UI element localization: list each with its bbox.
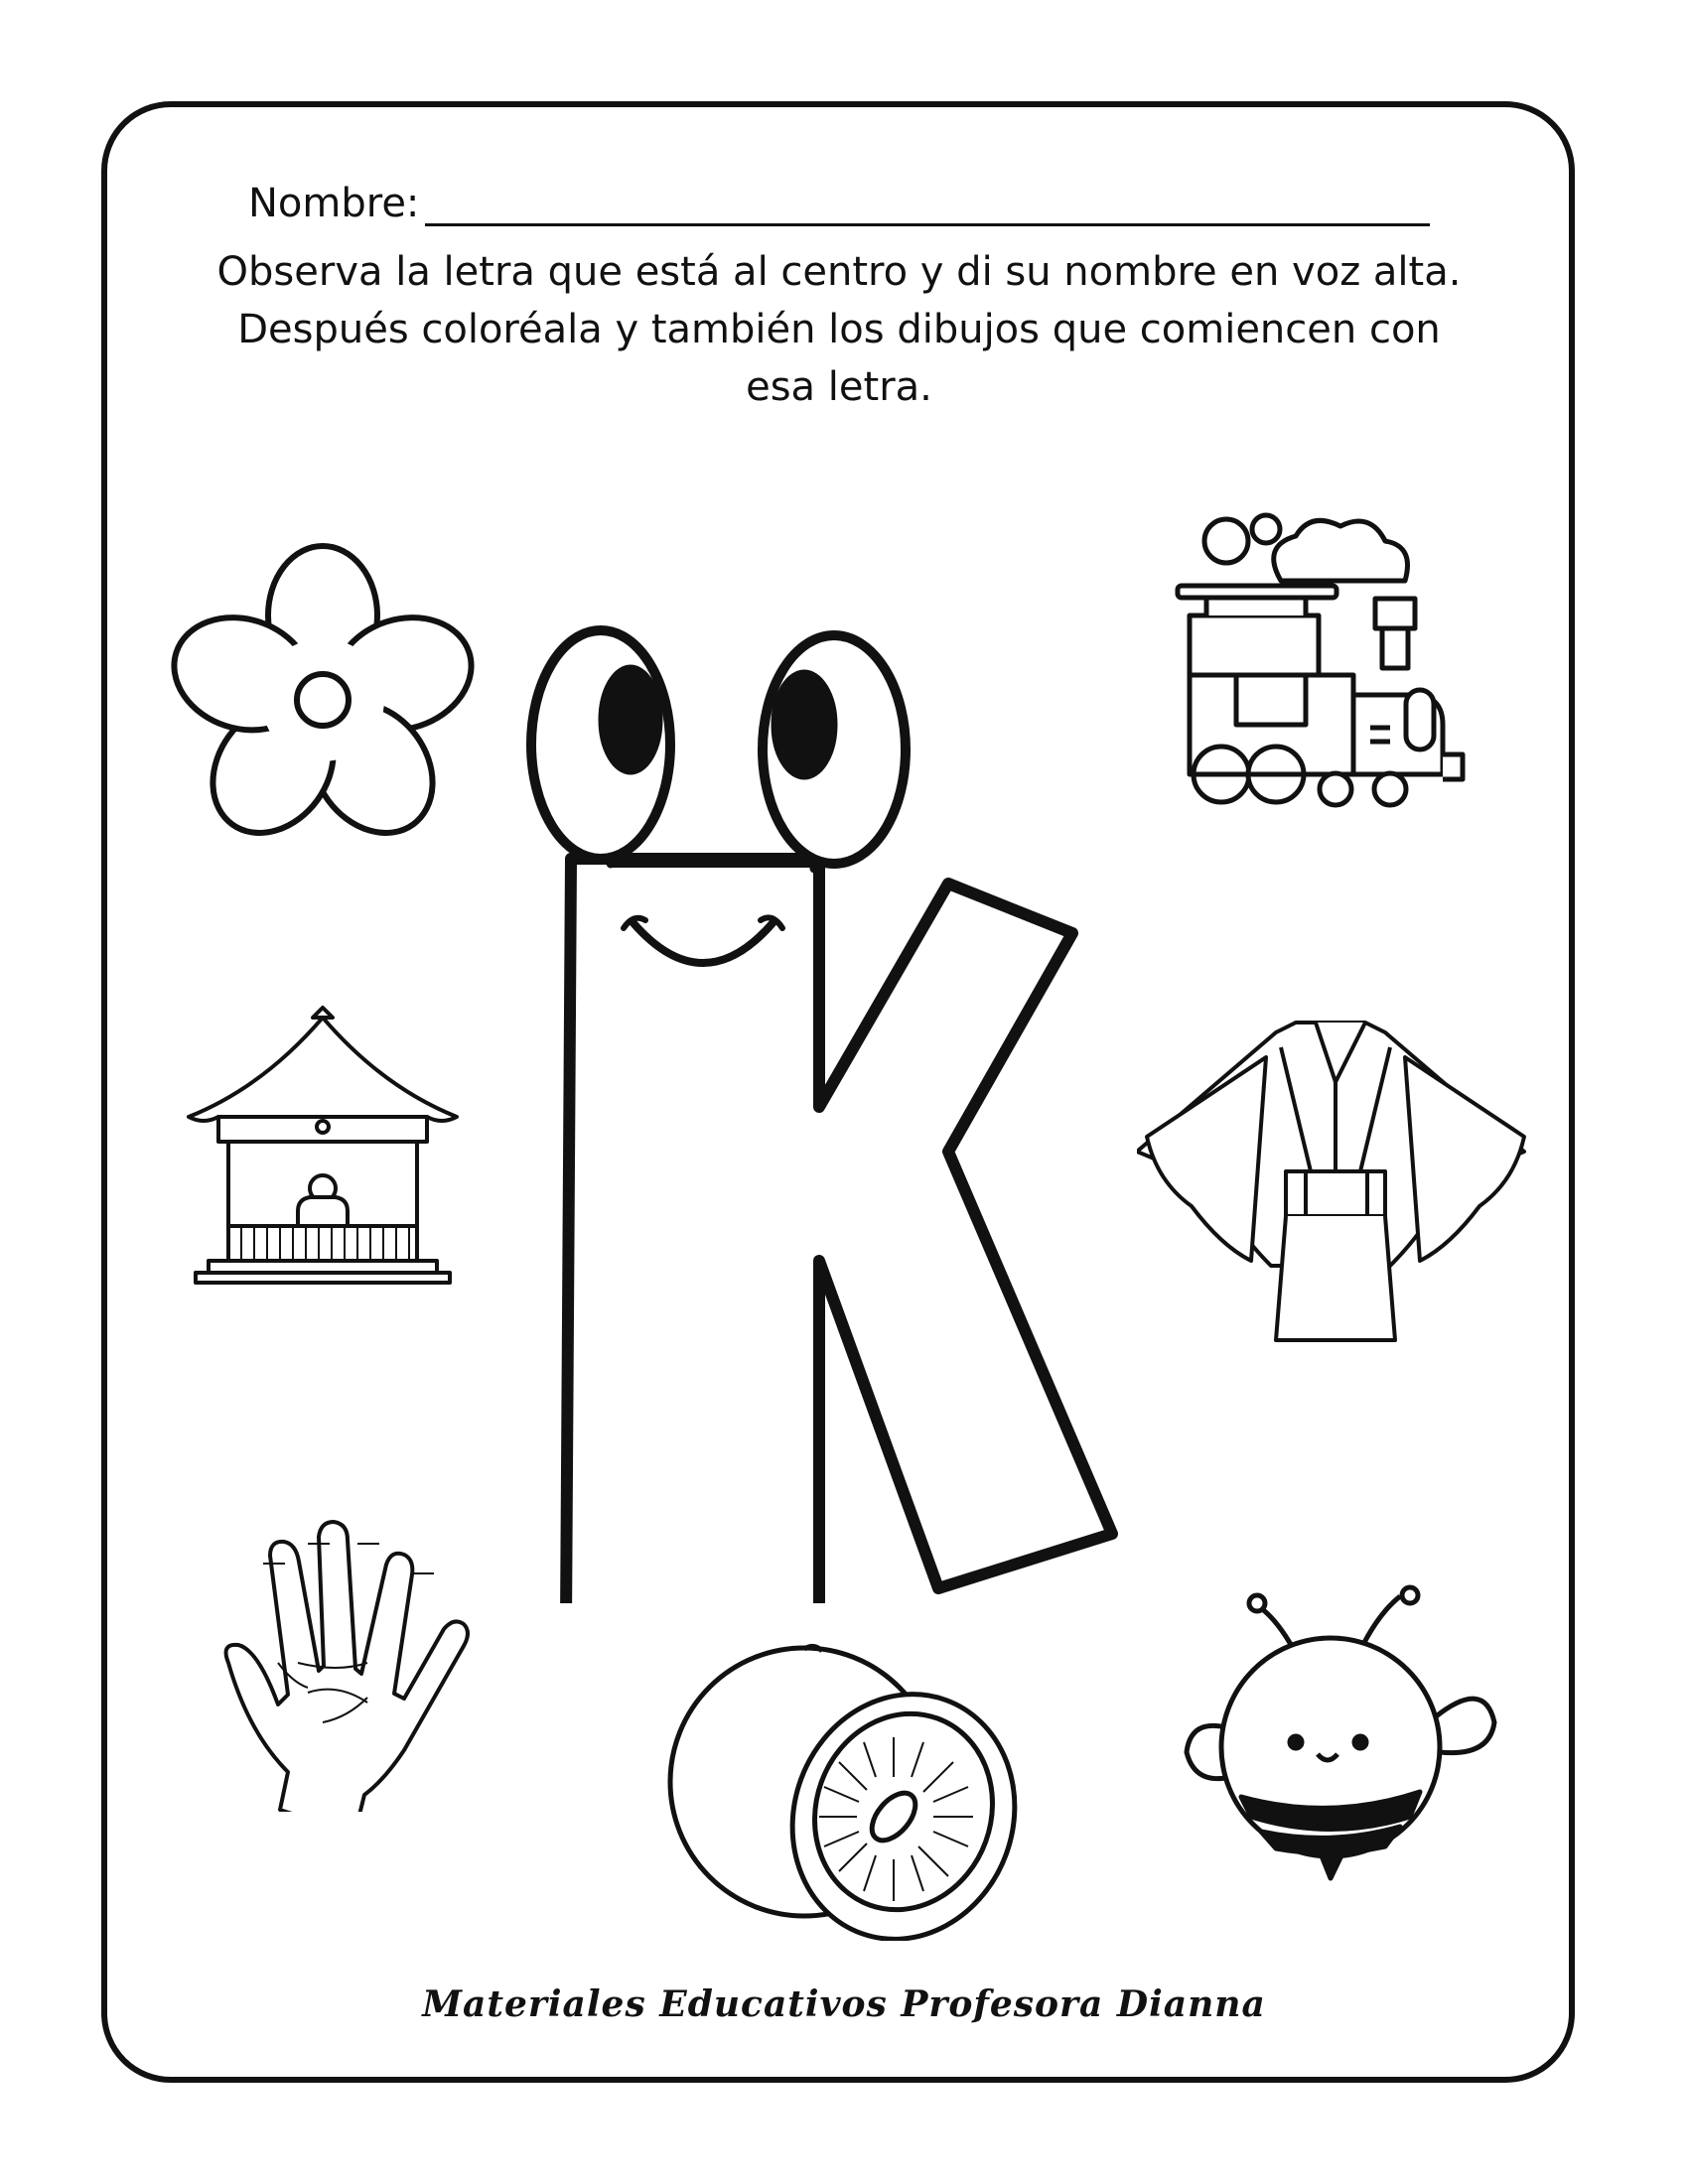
- kiosk-icon: [184, 988, 472, 1286]
- instruction-line-3: esa letra.: [746, 364, 932, 410]
- train-icon: [1172, 511, 1489, 814]
- hand-icon: [218, 1514, 496, 1812]
- kiwi-icon: [665, 1643, 1023, 1941]
- instruction-line-1: Observa la letra que está al centro y di su nombre en voz alta.: [216, 249, 1462, 295]
- flower-icon: [159, 541, 487, 849]
- instruction-line-2: Después coloréala y también los dibujos que comiencen con: [237, 307, 1441, 352]
- bee-icon: [1182, 1583, 1499, 1881]
- instructions: [129, 243, 1549, 416]
- name-label: Nombre:: [248, 181, 420, 226]
- kimono-icon: [1137, 998, 1534, 1350]
- name-field-line[interactable]: [425, 180, 1430, 226]
- letter-k-character: [516, 601, 1172, 1603]
- name-row: [248, 167, 1430, 226]
- footer-credit: Materiales Educativos Profesora Dianna: [422, 1983, 1266, 2025]
